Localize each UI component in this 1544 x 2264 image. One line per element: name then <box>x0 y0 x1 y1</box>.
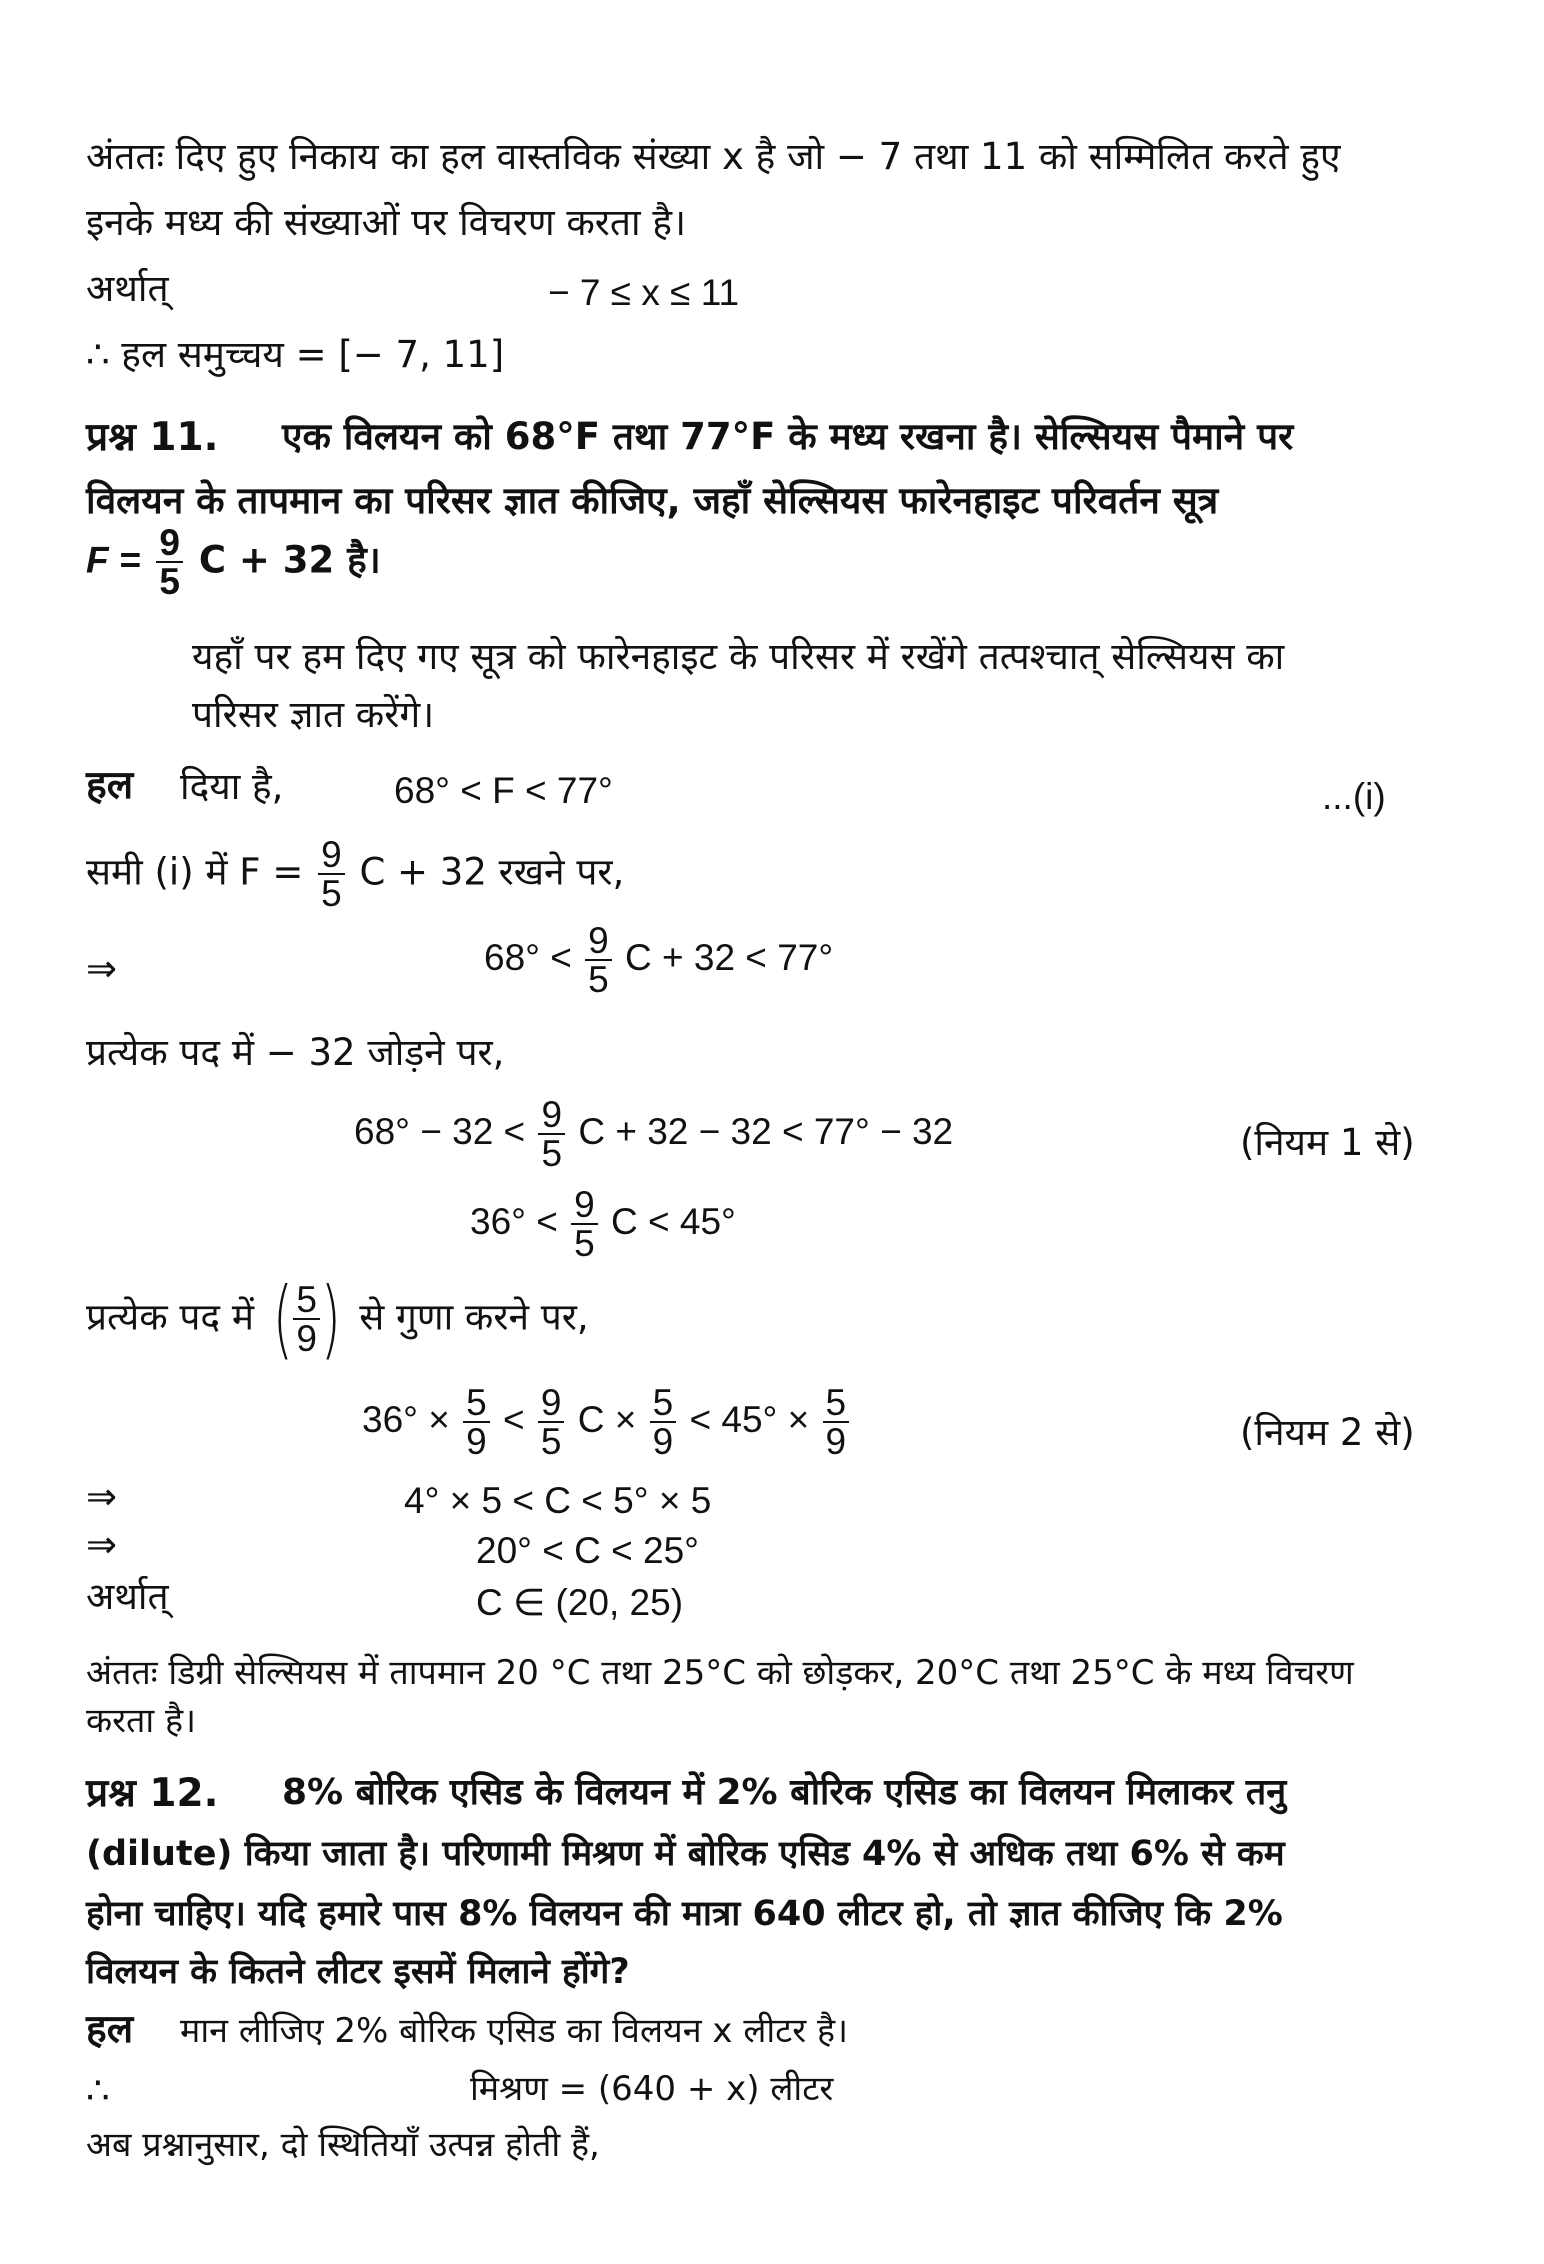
question-12-text-2: (dilute) किया जाता है। परिणामी मिश्रण में बोरिक एसिड 4% से अधिक तथा 6% से कम <box>86 1834 1285 1874</box>
question-11-text-1: एक विलयन को 68°F तथा 77°F के मध्य रखना है। सेल्सियस पैमाने पर <box>282 415 1294 458</box>
step-4-f2-numerator: 9 <box>538 1384 565 1423</box>
step-1-left: 68° < <box>484 936 572 978</box>
range-inequality: − 7 ≤ x ≤ 11 <box>548 272 740 313</box>
step-3-fraction <box>571 1186 598 1262</box>
step-1-right: C + 32 < 77° <box>624 936 834 978</box>
substitution-fraction <box>318 836 345 912</box>
step-4-fraction-4 <box>823 1384 850 1460</box>
conclusion-line-2: इनके मध्य की संख्याओं पर विचरण करता है। <box>86 201 687 244</box>
step-3-left: 36° < <box>470 1200 558 1242</box>
conclusion-line-1: अंततः दिए हुए निकाय का हल वास्तविक संख्या x है जो − 7 तथा 11 को सम्मिलित करते हुए <box>86 135 1341 178</box>
substitution-line <box>86 836 624 912</box>
step-1 <box>484 922 833 998</box>
implies-arrow-3: ⇒ <box>86 1523 118 1566</box>
step-4-fraction-1 <box>463 1384 490 1460</box>
arthat-label: अर्थात् <box>86 267 169 310</box>
rule-1-reference: (नियम 1 से) <box>1240 1121 1415 1164</box>
step-4 <box>362 1384 852 1460</box>
final-conclusion-1: अंततः डिग्री सेल्सियस में तापमान 20 °C तथा 25°C को छोड़कर, 20°C तथा 25°C के मध्य विचरण <box>86 1653 1354 1693</box>
step-2-denominator: 5 <box>541 1133 563 1174</box>
question-12-text-3: होना चाहिए। यदि हमारे पास 8% विलयन की मात्रा 640 लीटर हो, तो ज्ञात कीजिए कि 2% <box>86 1894 1283 1934</box>
step-4-fraction-2 <box>538 1384 565 1460</box>
step-2-left: 68° − 32 < <box>354 1110 526 1152</box>
given-inequality: 68° < F < 77° <box>394 770 613 811</box>
step-4-less-than: < <box>502 1398 525 1440</box>
step-4-f3-numerator: 5 <box>650 1384 677 1423</box>
step-2-fraction <box>538 1096 565 1172</box>
rule-2-reference: (नियम 2 से) <box>1240 1411 1415 1454</box>
multiply-numerator: 5 <box>293 1281 320 1320</box>
add-instruction: प्रत्येक पद में − 32 जोड़ने पर, <box>86 1031 505 1074</box>
multiply-text-a: प्रत्येक पद में <box>86 1295 254 1339</box>
formula-lhs: F = <box>86 539 141 581</box>
step-2-numerator: 9 <box>538 1096 565 1135</box>
let-statement: मान लीजिए 2% बोरिक एसिड का विलयन x लीटर है। <box>180 2011 848 2051</box>
substitution-numerator: 9 <box>318 836 345 875</box>
solution-12-label: हल <box>86 2007 134 2052</box>
given-label: दिया है, <box>180 765 284 808</box>
step-4-part-b: C × <box>577 1398 637 1440</box>
multiply-instruction <box>86 1269 589 1369</box>
formula-numerator: 9 <box>156 524 183 563</box>
right-parenthesis: ) <box>320 1269 341 1369</box>
step-3-denominator: 5 <box>574 1223 595 1264</box>
substitution-text-a: समी (i) में F = <box>86 850 304 894</box>
step-4-part-a: 36° × <box>362 1398 450 1440</box>
step-4-f1-numerator: 5 <box>463 1384 490 1423</box>
question-12-label: प्रश्न 12. <box>86 1771 219 1816</box>
step-1-denominator: 5 <box>588 959 609 1000</box>
step-4-f4-numerator: 5 <box>823 1384 850 1423</box>
implies-arrow-2: ⇒ <box>86 1475 118 1518</box>
substitution-text-b: C + 32 रखने पर, <box>359 850 625 894</box>
question-12-text-1: 8% बोरिक एसिड के विलयन में 2% बोरिक एसिड का विलयन मिलाकर तनु <box>282 1772 1287 1813</box>
therefore-symbol: ∴ <box>86 2069 110 2112</box>
membership: C ∈ (20, 25) <box>476 1582 684 1623</box>
step-4-f3-denominator: 9 <box>652 1421 674 1462</box>
arthat-label-2: अर्थात् <box>86 1575 169 1618</box>
step-4-f1-denominator: 9 <box>466 1421 487 1462</box>
step-4-f2-denominator: 5 <box>540 1421 562 1462</box>
step-6: 20° < C < 25° <box>476 1530 699 1571</box>
implies-arrow-1: ⇒ <box>86 947 118 990</box>
step-2-right: C + 32 − 32 < 77° − 32 <box>578 1110 954 1152</box>
multiply-denominator: 9 <box>296 1318 317 1359</box>
step-4-f4-denominator: 9 <box>825 1421 847 1462</box>
multiply-text-b: से गुणा करने पर, <box>359 1295 589 1339</box>
left-parenthesis: ( <box>272 1269 293 1369</box>
hint-line-2: परिसर ज्ञात करेंगे। <box>192 693 435 736</box>
step-4-part-c: < 45° × <box>689 1398 810 1440</box>
mixture-statement: मिश्रण = (640 + x) लीटर <box>470 2069 834 2109</box>
question-11-formula <box>86 524 381 600</box>
question-12-text-4: विलयन के कितने लीटर इसमें मिलाने होंगे? <box>86 1952 630 1992</box>
step-3 <box>470 1186 736 1262</box>
step-2 <box>354 1096 953 1172</box>
conditions-statement: अब प्रश्नानुसार, दो स्थितियाँ उत्पन्न होती हैं, <box>86 2125 600 2165</box>
step-4-fraction-3 <box>650 1384 677 1460</box>
solution-set: ∴ हल समुच्चय = [− 7, 11] <box>86 333 505 376</box>
question-11-text-2: विलयन के तापमान का परिसर ज्ञात कीजिए, जहाँ सेल्सियस फारेनहाइट परिवर्तन सूत्र <box>86 479 1219 522</box>
multiply-fraction <box>293 1281 320 1357</box>
step-3-numerator: 9 <box>571 1186 598 1225</box>
step-1-numerator: 9 <box>585 922 612 961</box>
solution-label: हल <box>86 763 134 808</box>
equation-reference: ...(i) <box>1322 776 1386 817</box>
question-11-label: प्रश्न 11. <box>86 415 219 460</box>
step-5: 4° × 5 < C < 5° × 5 <box>404 1480 712 1521</box>
formula-rhs: C + 32 है। <box>198 538 381 582</box>
step-1-fraction <box>585 922 612 998</box>
formula-denominator: 5 <box>159 561 180 602</box>
substitution-denominator: 5 <box>321 873 342 914</box>
formula-fraction <box>156 524 183 600</box>
step-3-right: C < 45° <box>610 1200 736 1242</box>
final-conclusion-2: करता है। <box>86 1701 196 1741</box>
hint-line-1: यहाँ पर हम दिए गए सूत्र को फारेनहाइट के परिसर में रखेंगे तत्पश्चात् सेल्सियस का <box>192 635 1285 678</box>
